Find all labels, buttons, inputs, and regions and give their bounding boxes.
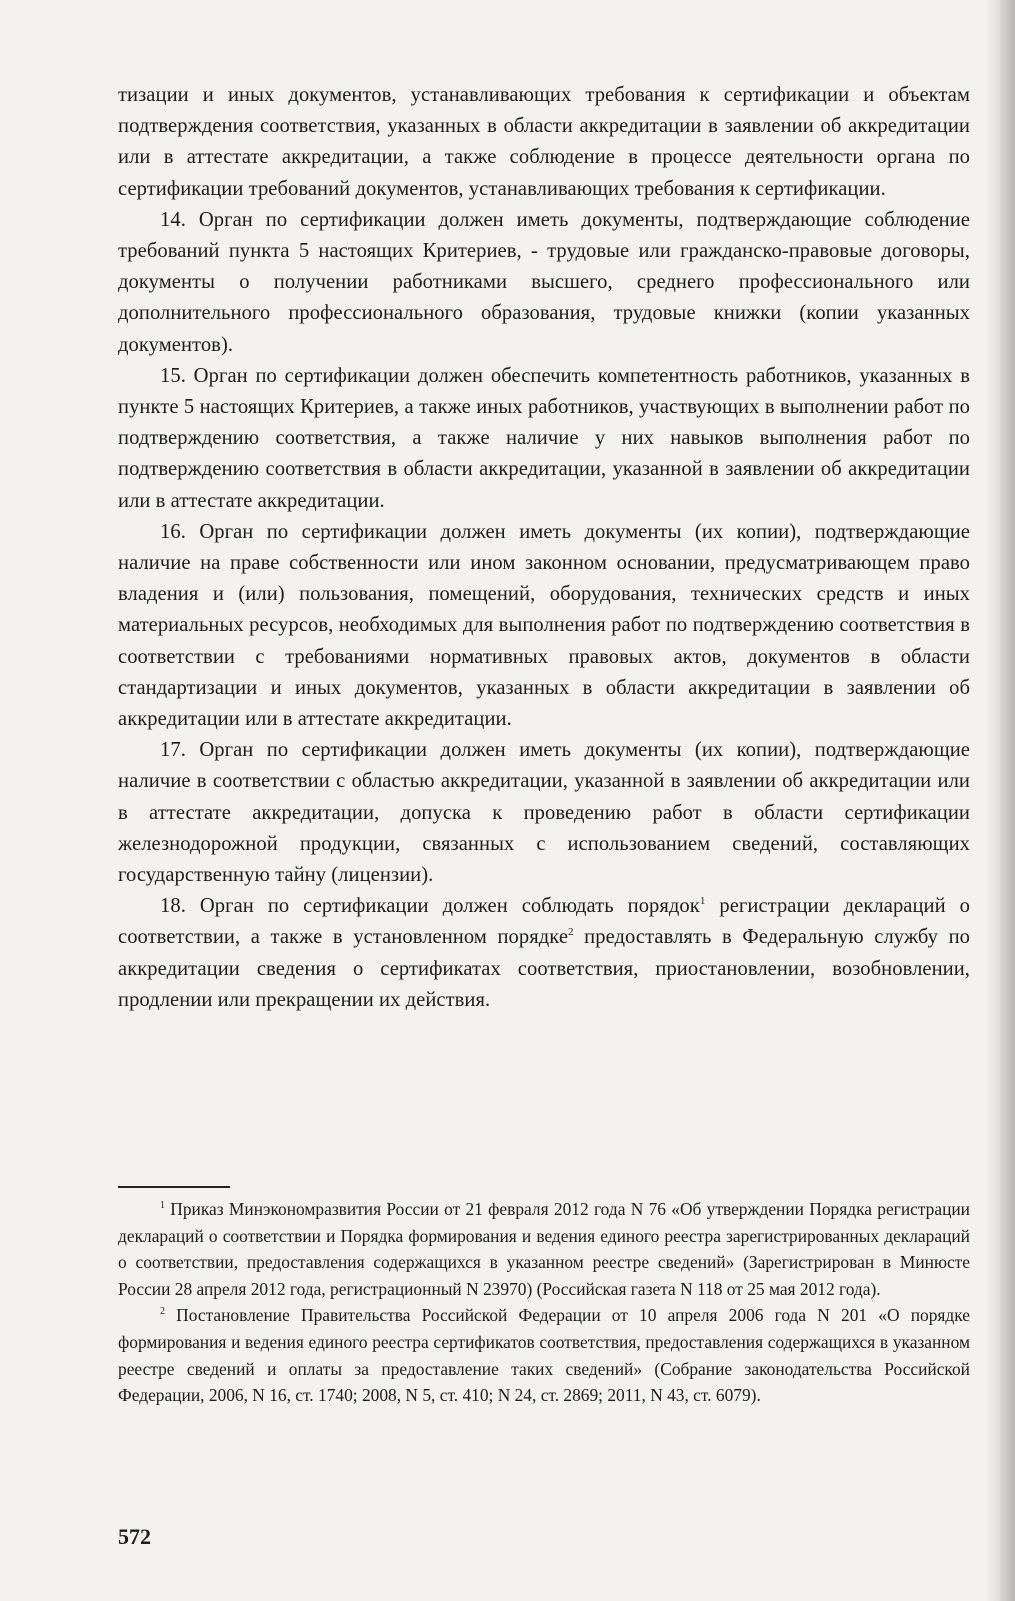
footnote-ref-1: 1 (699, 895, 706, 908)
footnote-1 (118, 1196, 970, 1302)
main-text (118, 80, 970, 1016)
paragraph-16: 16. Орган по сертификации должен иметь документы (их копии), подтверждающие наличие на праве собственности или ином законном основании, предусматривающем право владения и (или) пользования, помещений, оборудования, технических средств и иных материальных ресурсов, необходимых для выполнения работ по подтверждению соответствия в соответствии с требованиями нормативных правовых актов, документов в области стандартизации и иных документов, указанных в области аккредитации в заявлении об аккредитации или в аттестате аккредитации. (118, 520, 970, 731)
footnote-separator (118, 1186, 230, 1188)
footnote-2 (118, 1302, 970, 1408)
paragraph-18-part-a: 18. Орган по сертификации должен соблюдать порядок (160, 895, 700, 918)
page-edge-shadow (985, 0, 1015, 1601)
paragraph-18-part-b: регистрации деклараций о соответствии, а также в установленном порядке (118, 895, 970, 949)
footnote-1-mark: 1 (160, 1200, 165, 1212)
paragraph-15: 15. Орган по сертификации должен обеспечить компетентность работников, указанных в пункте 5 настоящих Критериев, а также иных работников, участвующих в выполнении работ по подтверждению соответствия, а также наличие у них навыков выполнения работ по подтверждению соответствия в области аккредитации, указанной в заявлении об аккредитации или в аттестате аккредитации. (118, 364, 970, 512)
paragraph-14: 14. Орган по сертификации должен иметь документы, подтверждающие соблюдение требований пункта 5 настоящих Критериев, - трудовые или гражданско-правовые договоры, документы о получении работниками высшего, среднего профессионального или дополнительного профессионального образования, трудовые книжки (копии указанных документов). (118, 208, 970, 356)
footnote-ref-2: 2 (568, 926, 574, 939)
paragraph-continuation: тизации и иных документов, устанавливающих требования к сертификации и объектам подтверждения соответствия, указанных в области аккредитации в заявлении об аккредитации или в аттестате аккредитации, а также соблюдение в процессе деятельности органа по сертификации требований документов, устанавливающих требования к сертификации. (118, 84, 970, 200)
footnote-1-text: Приказ Минэкономразвития России от 21 февраля 2012 года N 76 «Об утверждении Порядка регистрации деклараций о соответствии и Порядка формирования и ведения единого реестра зарегистрированных деклараций о соответствии, предоставления содержащихся в указанном реестре сведений» (Зарегистрирован в Минюсте России 28 апреля 2012 года, регистрационный N 23970) (Российская газета N 118 от 25 мая 2012 года). (118, 1199, 970, 1299)
page-number: 572 (118, 1524, 151, 1549)
paragraph-18-part-c: предоставлять в Федеральную службу по аккредитации сведения о сертификатах соответствия, приостановлении, возобновлении, продлении или прекращении их действия. (118, 926, 970, 1011)
paragraph-17: 17. Орган по сертификации должен иметь документы (их копии), подтверждающие наличие в соответствии с областью аккредитации, указанной в заявлении об аккредитации или в аттестате аккредитации, допуска к проведению работ в области сертификации железнодорожной продукции, связанных с использованием сведений, составляющих государственную тайну (лицензии). (118, 739, 970, 887)
footnote-2-text: Постановление Правительства Российской Федерации от 10 апреля 2006 года N 201 «О порядке формирования и ведения единого реестра сертификатов соответствия, предоставления содержащихся в указанном реестре сведений и оплаты за предоставление таких сведений» (Собрание законодательства Российской Федерации, 2006, N 16, ст. 1740; 2008, N 5, ст. 410; N 24, ст. 2869; 2011, N 43, ст. 6079). (118, 1305, 970, 1406)
footnote-2-mark: 2 (160, 1306, 165, 1318)
paragraph-18 (118, 891, 970, 1016)
footnotes (118, 1196, 970, 1409)
